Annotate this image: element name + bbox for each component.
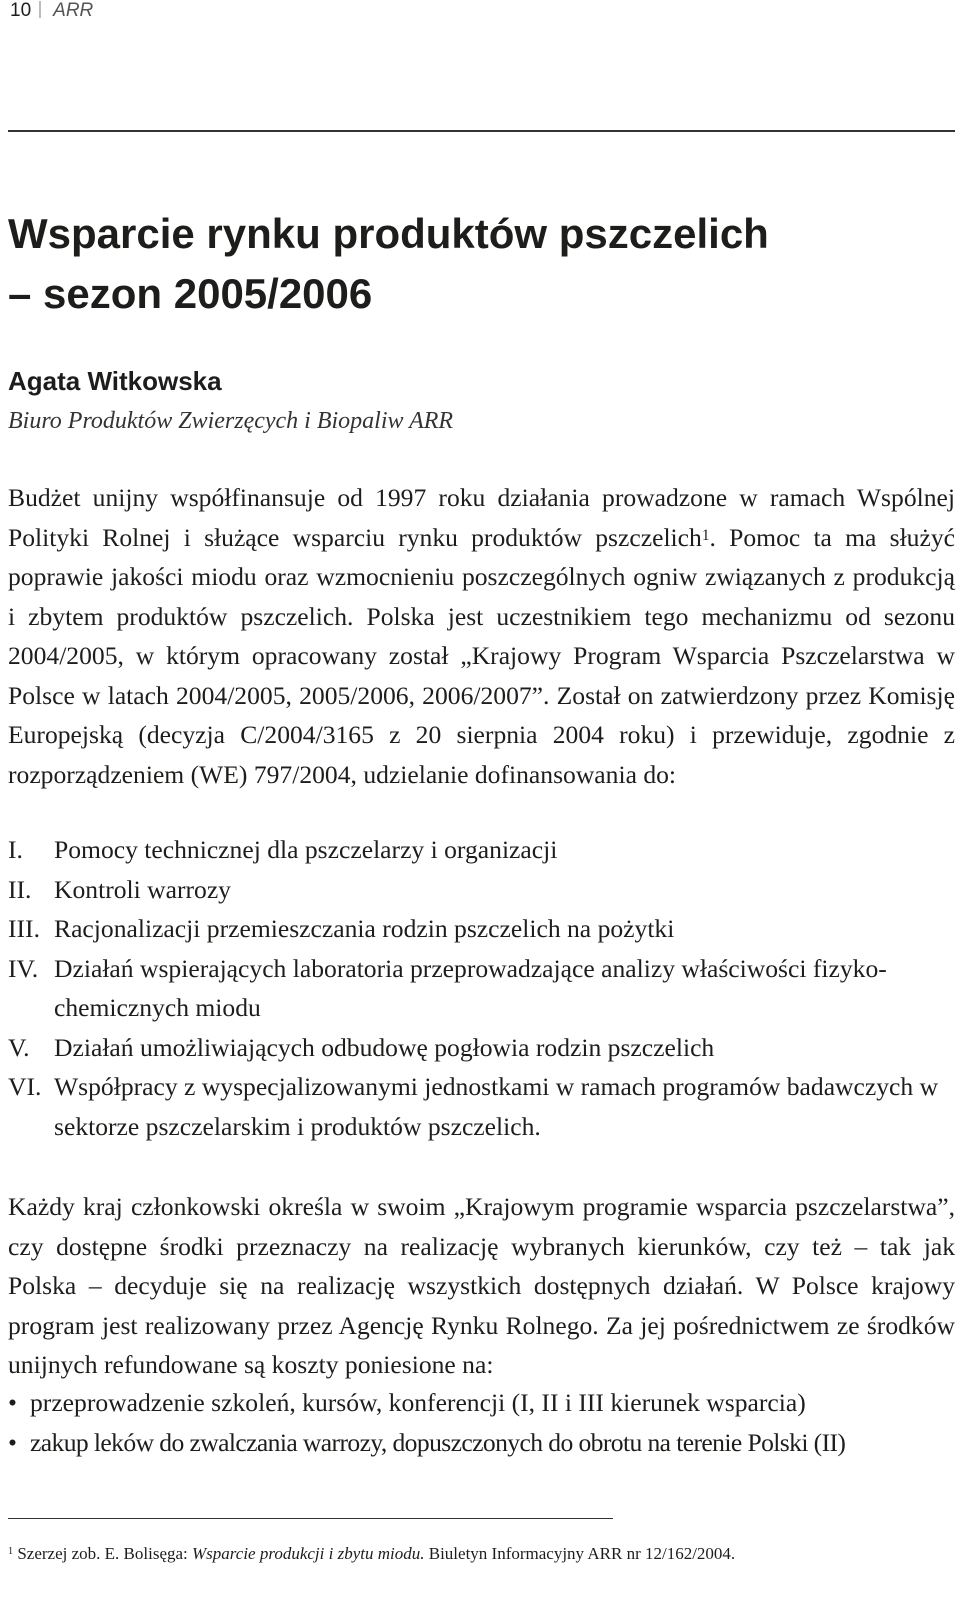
bullet-item: • zakup leków do zwalczania warrozy, dopuszczonych do obrotu na terenie Polski (II) xyxy=(8,1423,955,1463)
footnote-prefix: Szerzej zob. E. Bolisęga: xyxy=(13,1544,193,1563)
list-item xyxy=(8,909,955,949)
intro-paragraph xyxy=(8,478,955,794)
running-header xyxy=(10,0,93,22)
intro-text-b: . Pomoc ta ma służyć poprawie jakości miodu oraz wzmocnieniu poszczególnych ogniw związanych z produkcją i zbytem produktów pszczelich. Polska jest uczestnikiem tego mechanizmu od sezonu 2004/2005, w którym opracowany został „Krajowy Program Wsparcia Pszczelarstwa w Polsce w latach 2004/2005, 2005/2006, 2006/2007”. Został on zatwierdzony przez Komisję Europejską (decyzja C/2004/3165 z 20 sierpnia 2004 roku) i przewiduje, zgodnie z rozporządzeniem (WE) 797/2004, udzielanie dofinansowania do: xyxy=(8,522,955,789)
program-paragraph: Każdy kraj członkowski określa w swoim „Krajowym programie wsparcia pszczelarstwa”, czy dostępne środki przeznaczy na realizację wybranych kierunków, czy też – tak jak Polska – decyduje się na realizację wszystkich dostępnych działań. W Polsce krajowy program jest realizowany przez Agencję Rynku Rolnego. Za jej pośrednictwem ze środków unijnych refundowane są koszty poniesione na: xyxy=(8,1192,955,1379)
footnote-suffix: Biuletyn Informacyjny ARR nr 12/162/2004. xyxy=(424,1544,736,1563)
list-number: III. xyxy=(8,914,40,943)
title-line-2: – sezon 2005/2006 xyxy=(8,270,373,317)
author-name: Agata Witkowska xyxy=(8,366,222,396)
footnote-number: 1 xyxy=(8,1546,14,1557)
list-text: Działań umożliwiających odbudowę pogłowia rodzin pszczelich xyxy=(54,1032,715,1062)
list-number: II. xyxy=(8,874,32,904)
footnote-rule xyxy=(8,1518,613,1519)
footnote-cited-title: Wsparcie produkcji i zbytu miodu. xyxy=(192,1544,425,1563)
support-directions-list xyxy=(8,830,955,1146)
list-text: Racjonalizacji przemieszczania rodzin pszczelich na pożytki xyxy=(54,914,675,943)
list-item xyxy=(8,870,955,910)
footnote xyxy=(8,1542,955,1566)
title-line-1: Wsparcie rynku produktów pszczelich xyxy=(8,210,769,257)
header-rule xyxy=(8,130,955,132)
bullet-item: • przeprowadzenie szkoleń, kursów, konferencji (I, II i III kierunek wsparcia) xyxy=(8,1383,955,1423)
page-number: 10 xyxy=(10,0,32,21)
intro-text-a: Budżet unijny współfinansuje od 1997 roku działania prowadzone w ramach Wspólnej Polityki Rolnej i służące wsparciu rynku produktów pszczelich xyxy=(8,483,955,552)
author-affiliation: Biuro Produktów Zwierzęcych i Biopaliw ARR xyxy=(8,408,454,434)
header-separator xyxy=(39,1,41,18)
list-text: Pomocy technicznej dla pszczelarzy i organizacji xyxy=(54,835,558,864)
list-number: V. xyxy=(8,1032,30,1062)
list-item xyxy=(8,1028,955,1068)
footnote-ref: 1 xyxy=(701,526,710,544)
header-org: ARR xyxy=(53,0,94,21)
list-text: Działań wspierających laboratoria przeprowadzające analizy właściwości fizyko-chemicznych miodu xyxy=(54,953,887,1022)
article-title xyxy=(8,204,769,324)
refund-bullets xyxy=(8,1383,955,1462)
list-number: I. xyxy=(8,835,23,864)
list-item xyxy=(8,1067,955,1146)
list-number: IV. xyxy=(8,953,39,983)
list-number: VI. xyxy=(8,1072,42,1101)
list-item xyxy=(8,949,955,1028)
list-text: Kontroli warrozy xyxy=(54,874,231,904)
list-item xyxy=(8,830,955,870)
list-text: Współpracy z wyspecjalizowanymi jednostkami w ramach programów badawczych w sektorze pszczelarskim i produktów pszczelich. xyxy=(54,1072,939,1141)
